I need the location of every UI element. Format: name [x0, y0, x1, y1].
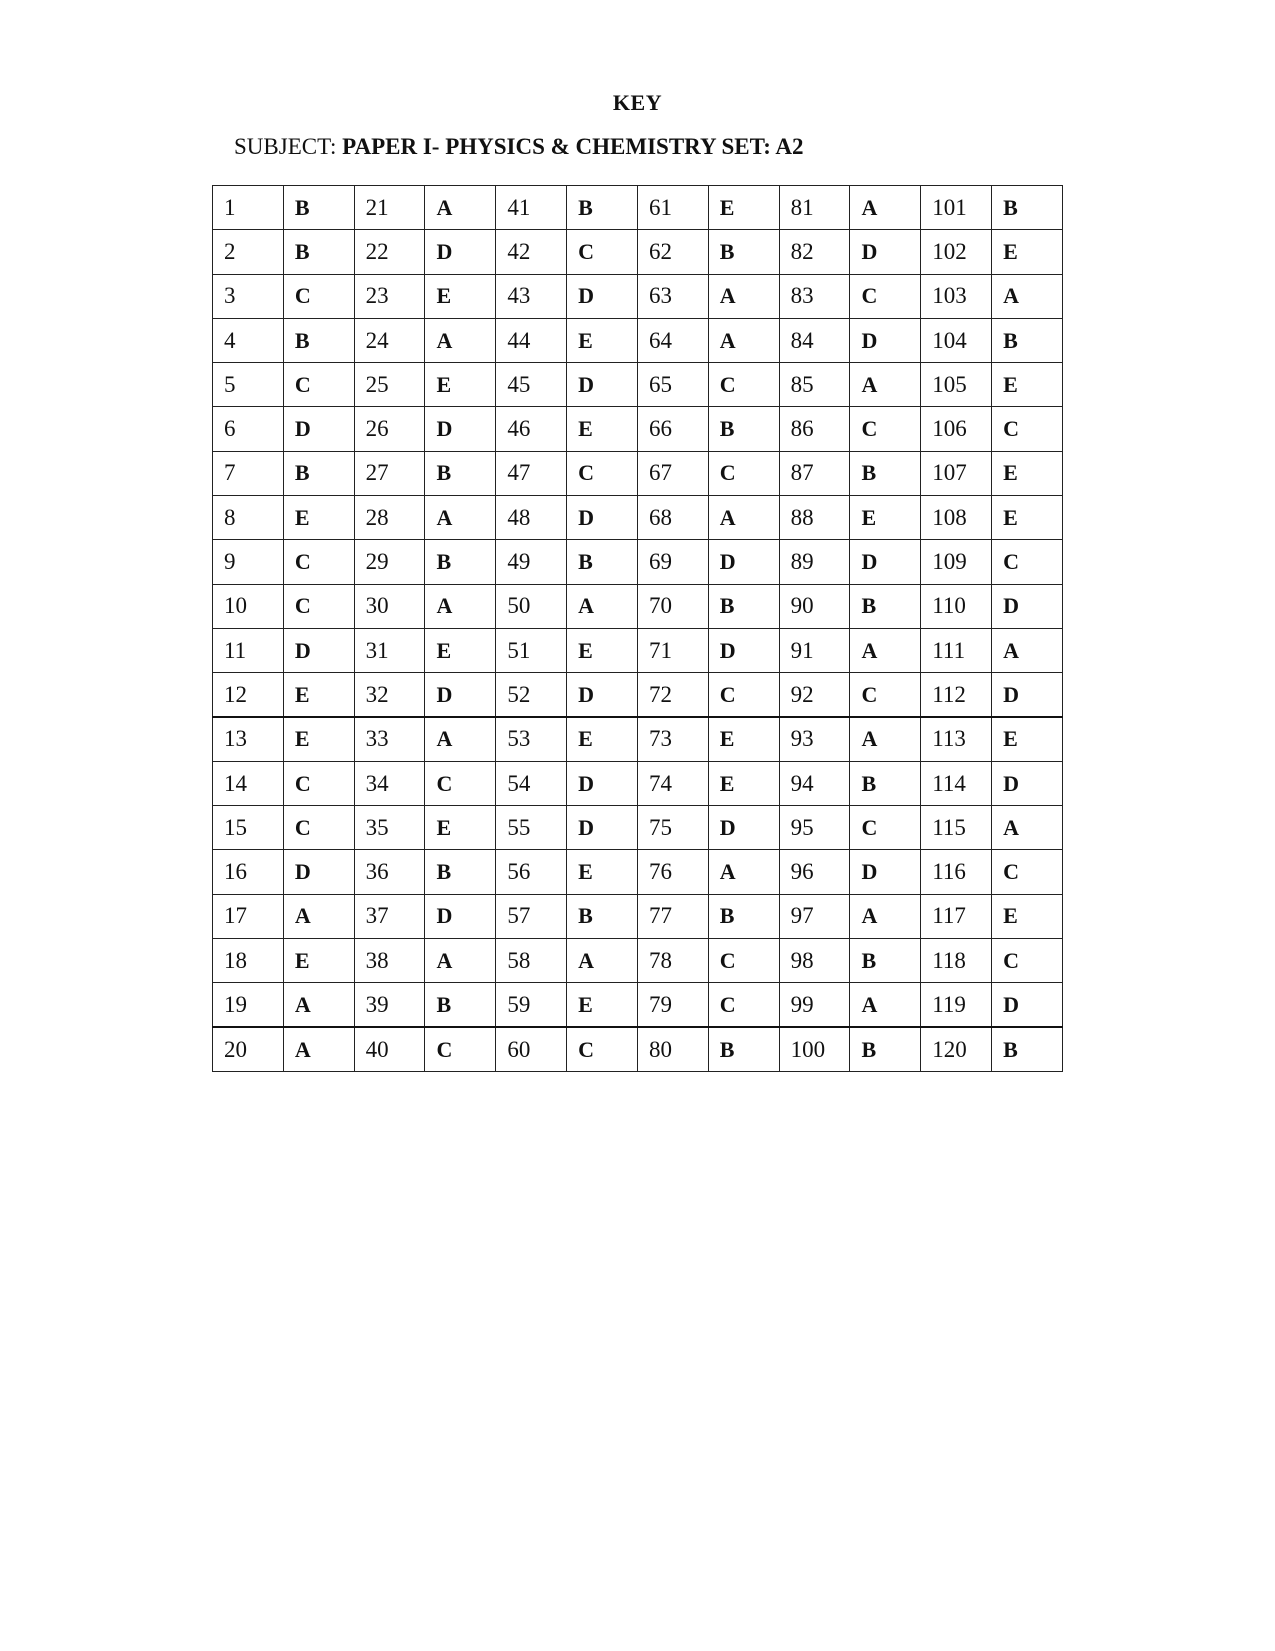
answer-letter: D	[992, 983, 1063, 1027]
question-number: 119	[921, 983, 992, 1027]
answer-letter: A	[850, 186, 921, 230]
question-number: 99	[779, 983, 850, 1027]
question-number: 70	[637, 584, 708, 628]
question-number: 65	[637, 363, 708, 407]
table-row	[213, 1027, 1063, 1071]
answer-letter: D	[708, 806, 779, 850]
answer-letter: E	[992, 451, 1063, 495]
answer-letter: D	[708, 540, 779, 584]
answer-letter: B	[992, 186, 1063, 230]
question-number: 73	[637, 717, 708, 761]
question-number: 35	[354, 806, 425, 850]
answer-letter: E	[425, 806, 496, 850]
answer-letter: A	[850, 717, 921, 761]
answer-letter: E	[283, 496, 354, 540]
question-number: 64	[637, 318, 708, 362]
question-number: 23	[354, 274, 425, 318]
question-number: 74	[637, 761, 708, 805]
question-number: 85	[779, 363, 850, 407]
answer-letter: C	[283, 584, 354, 628]
table-row	[213, 230, 1063, 274]
question-number: 94	[779, 761, 850, 805]
answer-letter: C	[567, 230, 638, 274]
question-number: 18	[213, 939, 284, 983]
question-number: 90	[779, 584, 850, 628]
answer-letter: A	[850, 628, 921, 672]
answer-letter: C	[708, 983, 779, 1027]
question-number: 58	[496, 939, 567, 983]
question-number: 77	[637, 894, 708, 938]
question-number: 92	[779, 673, 850, 717]
question-number: 40	[354, 1027, 425, 1071]
answer-letter: E	[992, 717, 1063, 761]
answer-letter: C	[425, 1027, 496, 1071]
question-number: 44	[496, 318, 567, 362]
answer-letter: C	[850, 274, 921, 318]
question-number: 53	[496, 717, 567, 761]
table-row	[213, 584, 1063, 628]
answer-letter: C	[283, 761, 354, 805]
answer-letter: E	[992, 230, 1063, 274]
question-number: 34	[354, 761, 425, 805]
answer-letter: B	[567, 894, 638, 938]
question-number: 59	[496, 983, 567, 1027]
answer-letter: B	[850, 1027, 921, 1071]
answer-letter: B	[850, 761, 921, 805]
answer-letter: D	[850, 540, 921, 584]
answer-letter: B	[708, 230, 779, 274]
subject-value: PAPER I- PHYSICS & CHEMISTRY SET: A2	[342, 134, 804, 159]
question-number: 114	[921, 761, 992, 805]
answer-letter: C	[850, 407, 921, 451]
answer-letter: A	[425, 939, 496, 983]
answer-letter: A	[425, 318, 496, 362]
answer-letter: C	[283, 806, 354, 850]
answer-letter: C	[992, 939, 1063, 983]
subject-line	[234, 134, 804, 160]
answer-letter: B	[283, 451, 354, 495]
answer-letter: A	[850, 983, 921, 1027]
answer-letter: A	[992, 274, 1063, 318]
question-number: 80	[637, 1027, 708, 1071]
question-number: 13	[213, 717, 284, 761]
answer-letter: E	[708, 186, 779, 230]
answer-key-body	[213, 186, 1063, 1072]
question-number: 105	[921, 363, 992, 407]
question-number: 91	[779, 628, 850, 672]
answer-letter: A	[425, 717, 496, 761]
question-number: 30	[354, 584, 425, 628]
question-number: 54	[496, 761, 567, 805]
question-number: 1	[213, 186, 284, 230]
question-number: 68	[637, 496, 708, 540]
answer-letter: A	[992, 806, 1063, 850]
answer-letter: C	[567, 1027, 638, 1071]
table-row	[213, 407, 1063, 451]
answer-letter: E	[567, 717, 638, 761]
question-number: 81	[779, 186, 850, 230]
answer-letter: A	[708, 318, 779, 362]
question-number: 84	[779, 318, 850, 362]
question-number: 63	[637, 274, 708, 318]
question-number: 71	[637, 628, 708, 672]
table-row	[213, 806, 1063, 850]
answer-letter: D	[567, 363, 638, 407]
answer-letter: A	[850, 894, 921, 938]
answer-letter: A	[283, 1027, 354, 1071]
answer-letter: E	[283, 939, 354, 983]
table-row	[213, 318, 1063, 362]
question-number: 116	[921, 850, 992, 894]
question-number: 4	[213, 318, 284, 362]
answer-letter: E	[283, 673, 354, 717]
table-row	[213, 850, 1063, 894]
answer-letter: C	[567, 451, 638, 495]
answer-letter: B	[992, 318, 1063, 362]
answer-letter: B	[850, 939, 921, 983]
question-number: 3	[213, 274, 284, 318]
answer-letter: C	[850, 673, 921, 717]
question-number: 101	[921, 186, 992, 230]
question-number: 42	[496, 230, 567, 274]
answer-letter: D	[283, 850, 354, 894]
question-number: 25	[354, 363, 425, 407]
table-row	[213, 540, 1063, 584]
question-number: 36	[354, 850, 425, 894]
answer-letter: D	[567, 806, 638, 850]
table-row	[213, 451, 1063, 495]
question-number: 14	[213, 761, 284, 805]
answer-letter: B	[992, 1027, 1063, 1071]
answer-letter: D	[567, 761, 638, 805]
question-number: 57	[496, 894, 567, 938]
table-row	[213, 761, 1063, 805]
question-number: 2	[213, 230, 284, 274]
question-number: 16	[213, 850, 284, 894]
answer-key-table	[212, 185, 1063, 1072]
answer-letter: C	[283, 540, 354, 584]
question-number: 93	[779, 717, 850, 761]
answer-letter: B	[850, 451, 921, 495]
table-row	[213, 894, 1063, 938]
answer-letter: B	[425, 850, 496, 894]
question-number: 48	[496, 496, 567, 540]
answer-letter: A	[283, 983, 354, 1027]
answer-letter: A	[425, 186, 496, 230]
question-number: 47	[496, 451, 567, 495]
answer-letter: D	[992, 584, 1063, 628]
answer-letter: A	[708, 274, 779, 318]
answer-letter: C	[708, 451, 779, 495]
answer-letter: D	[283, 628, 354, 672]
question-number: 82	[779, 230, 850, 274]
question-number: 7	[213, 451, 284, 495]
answer-letter: C	[992, 540, 1063, 584]
answer-letter: E	[567, 628, 638, 672]
question-number: 51	[496, 628, 567, 672]
question-number: 37	[354, 894, 425, 938]
question-number: 39	[354, 983, 425, 1027]
table-row	[213, 186, 1063, 230]
answer-letter: D	[425, 894, 496, 938]
answer-letter: C	[850, 806, 921, 850]
table-row	[213, 717, 1063, 761]
answer-letter: E	[567, 983, 638, 1027]
question-number: 52	[496, 673, 567, 717]
answer-letter: B	[425, 983, 496, 1027]
answer-letter: C	[708, 363, 779, 407]
question-number: 22	[354, 230, 425, 274]
question-number: 113	[921, 717, 992, 761]
answer-letter: D	[992, 673, 1063, 717]
question-number: 108	[921, 496, 992, 540]
question-number: 50	[496, 584, 567, 628]
question-number: 117	[921, 894, 992, 938]
question-number: 103	[921, 274, 992, 318]
question-number: 17	[213, 894, 284, 938]
answer-letter: E	[850, 496, 921, 540]
question-number: 61	[637, 186, 708, 230]
question-number: 21	[354, 186, 425, 230]
question-number: 67	[637, 451, 708, 495]
answer-letter: B	[425, 451, 496, 495]
question-number: 43	[496, 274, 567, 318]
answer-letter: B	[567, 186, 638, 230]
question-number: 6	[213, 407, 284, 451]
question-number: 11	[213, 628, 284, 672]
question-number: 78	[637, 939, 708, 983]
question-number: 97	[779, 894, 850, 938]
answer-letter: C	[425, 761, 496, 805]
answer-letter: B	[283, 230, 354, 274]
question-number: 95	[779, 806, 850, 850]
answer-letter: E	[425, 628, 496, 672]
answer-letter: D	[850, 230, 921, 274]
question-number: 49	[496, 540, 567, 584]
question-number: 19	[213, 983, 284, 1027]
answer-letter: A	[425, 496, 496, 540]
question-number: 56	[496, 850, 567, 894]
question-number: 12	[213, 673, 284, 717]
question-number: 115	[921, 806, 992, 850]
answer-letter: B	[283, 318, 354, 362]
question-number: 20	[213, 1027, 284, 1071]
answer-letter: C	[992, 407, 1063, 451]
table-row	[213, 628, 1063, 672]
answer-letter: B	[708, 407, 779, 451]
answer-letter: A	[850, 363, 921, 407]
question-number: 86	[779, 407, 850, 451]
table-row	[213, 363, 1063, 407]
question-number: 15	[213, 806, 284, 850]
answer-letter: A	[283, 894, 354, 938]
answer-letter: A	[708, 496, 779, 540]
page-title: KEY	[612, 90, 663, 115]
table-row	[213, 274, 1063, 318]
question-number: 87	[779, 451, 850, 495]
answer-letter: E	[992, 496, 1063, 540]
question-number: 100	[779, 1027, 850, 1071]
answer-letter: D	[850, 850, 921, 894]
question-number: 62	[637, 230, 708, 274]
answer-letter: C	[708, 939, 779, 983]
question-number: 27	[354, 451, 425, 495]
answer-letter: D	[425, 673, 496, 717]
question-number: 33	[354, 717, 425, 761]
question-number: 120	[921, 1027, 992, 1071]
answer-letter: D	[850, 318, 921, 362]
question-number: 32	[354, 673, 425, 717]
answer-letter: D	[567, 496, 638, 540]
answer-letter: E	[992, 894, 1063, 938]
question-number: 83	[779, 274, 850, 318]
answer-letter: B	[850, 584, 921, 628]
answer-letter: D	[425, 230, 496, 274]
question-number: 8	[213, 496, 284, 540]
table-row	[213, 496, 1063, 540]
question-number: 24	[354, 318, 425, 362]
question-number: 46	[496, 407, 567, 451]
answer-letter: D	[708, 628, 779, 672]
answer-letter: B	[708, 1027, 779, 1071]
question-number: 79	[637, 983, 708, 1027]
answer-letter: E	[567, 850, 638, 894]
answer-letter: C	[992, 850, 1063, 894]
question-number: 28	[354, 496, 425, 540]
question-number: 76	[637, 850, 708, 894]
answer-letter: A	[992, 628, 1063, 672]
question-number: 98	[779, 939, 850, 983]
answer-letter: D	[283, 407, 354, 451]
answer-letter: C	[283, 363, 354, 407]
question-number: 10	[213, 584, 284, 628]
question-number: 45	[496, 363, 567, 407]
answer-letter: E	[283, 717, 354, 761]
answer-letter: E	[425, 363, 496, 407]
question-number: 26	[354, 407, 425, 451]
answer-letter: E	[708, 761, 779, 805]
answer-letter: D	[567, 274, 638, 318]
question-number: 29	[354, 540, 425, 584]
question-number: 89	[779, 540, 850, 584]
answer-letter: A	[567, 584, 638, 628]
question-number: 104	[921, 318, 992, 362]
question-number: 5	[213, 363, 284, 407]
question-number: 41	[496, 186, 567, 230]
question-number: 72	[637, 673, 708, 717]
question-number: 9	[213, 540, 284, 584]
answer-letter: A	[708, 850, 779, 894]
answer-letter: C	[283, 274, 354, 318]
answer-letter: A	[425, 584, 496, 628]
question-number: 66	[637, 407, 708, 451]
answer-letter: E	[567, 318, 638, 362]
question-number: 60	[496, 1027, 567, 1071]
question-number: 106	[921, 407, 992, 451]
answer-letter: E	[708, 717, 779, 761]
answer-letter: B	[708, 894, 779, 938]
answer-letter: D	[567, 673, 638, 717]
answer-letter: D	[992, 761, 1063, 805]
answer-letter: B	[567, 540, 638, 584]
answer-letter: B	[708, 584, 779, 628]
question-number: 107	[921, 451, 992, 495]
answer-letter: E	[425, 274, 496, 318]
question-number: 31	[354, 628, 425, 672]
question-number: 118	[921, 939, 992, 983]
question-number: 55	[496, 806, 567, 850]
subject-label: SUBJECT:	[234, 134, 337, 159]
answer-letter: E	[992, 363, 1063, 407]
question-number: 75	[637, 806, 708, 850]
answer-letter: E	[567, 407, 638, 451]
answer-letter: A	[567, 939, 638, 983]
question-number: 111	[921, 628, 992, 672]
answer-letter: C	[708, 673, 779, 717]
question-number: 38	[354, 939, 425, 983]
question-number: 109	[921, 540, 992, 584]
question-number: 96	[779, 850, 850, 894]
question-number: 110	[921, 584, 992, 628]
question-number: 88	[779, 496, 850, 540]
question-number: 112	[921, 673, 992, 717]
table-row	[213, 673, 1063, 717]
question-number: 102	[921, 230, 992, 274]
answer-letter: D	[425, 407, 496, 451]
answer-letter: B	[425, 540, 496, 584]
answer-letter: B	[283, 186, 354, 230]
question-number: 69	[637, 540, 708, 584]
table-row	[213, 939, 1063, 983]
table-row	[213, 983, 1063, 1027]
